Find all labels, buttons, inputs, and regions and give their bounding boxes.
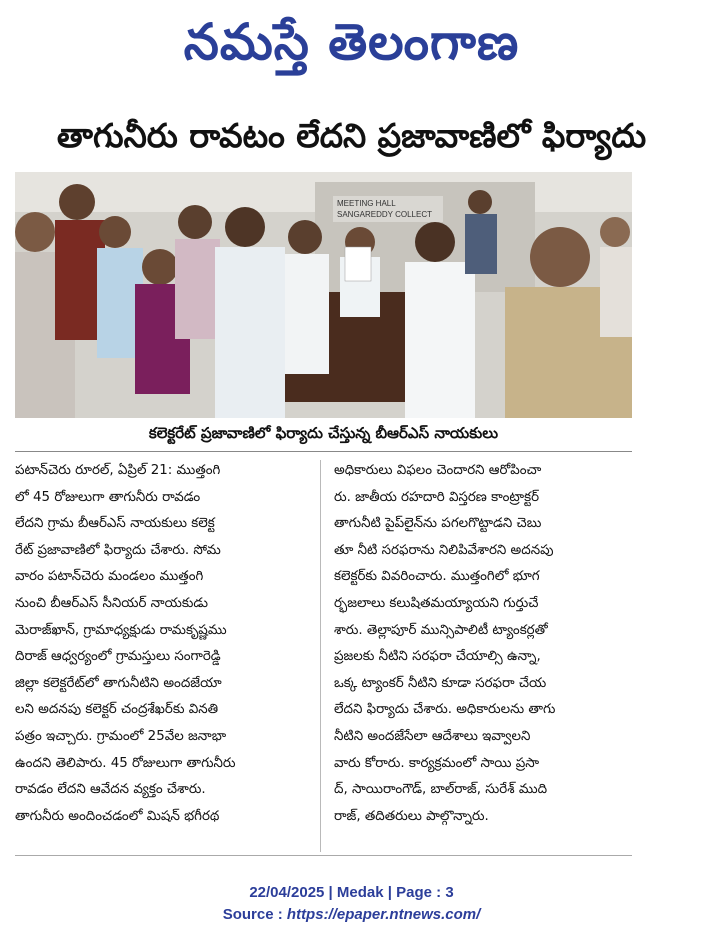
column-line: పటాన్‌చెరు రూరల్, ఏప్రిల్ 21: ముత్తంగి [15,463,221,478]
column-line: వారం పటాన్‌చెరు మండలం ముత్తంగి [15,569,204,585]
column-line: రాజ్, తదితరులు పాల్గొన్నారు. [334,808,489,824]
column-line: తూ నీటి సరఫరాను నిలిపివేశారని అదనపు [334,542,554,558]
caption-divider [15,451,632,452]
column-line: రావడం లేదని ఆవేదన వ్యక్తం చేశారు. [15,782,206,798]
column-line: ద్, సాయిరాంగౌడ్, బాల్‌రాజ్, సురేశ్ ముది [334,782,548,798]
photo-sign-text: MEETING HALL [337,199,396,208]
column-line: రు. జాతీయ రహదారి విస్తరణ కాంట్రాక్టర్ [334,489,540,505]
column-line: శారు. తెల్లాపూర్ మున్సిపాలిటీ ట్యాంకర్లతో [334,622,548,638]
column-line: దిరాజ్ ఆధ్వర్యంలో గ్రామస్తులు సంగారెడ్డి [15,649,221,665]
footer-source-link[interactable]: https://epaper.ntnews.com/ [286,906,481,923]
column-line: అధికారులు విఫలం చెందారని ఆరోపించా [334,463,542,478]
column-line: తాగునీటి పైప్‌లైన్‌ను పగలగొట్టాడని చెబు [334,516,542,532]
photo-caption: కలెక్టరేట్ ప్రజావాణిలో ఫిర్యాదు చేస్తున్న బీఆర్ఎస్ నాయకులు [148,424,499,442]
article-column-left [15,458,315,830]
column-line: లని అదనపు కలెక్టర్ చంద్రశేఖర్‌కు వినతి [15,702,219,718]
column-line: ఉందని తెలిపారు. 45 రోజులుగా తాగునీరు [15,755,236,771]
column-line: లేదని ఫిర్యాదు చేశారు. అధికారులను తాగు [334,702,556,718]
column-line: వారు కోరారు. కార్యక్రమంలో సాయి ప్రసా [334,755,540,771]
article-bottom-rule [15,855,632,856]
footer-source-label: Source : [222,906,287,923]
column-divider [320,460,321,852]
column-line: కలెక్టర్‌కు వివరించారు. ముత్తంగిలో భూగ [334,569,540,585]
column-line: లో 45 రోజులుగా తాగునీరు రావడం [15,489,201,505]
footer-date-edition: 22/04/2025 | Medak | Page : 3 [249,884,454,901]
column-line: జిల్లా కలెక్టరేట్‌లో తాగునీటిని అందజేయా [15,675,222,691]
column-line: ప్రజలకు నీటిని సరఫరా చేయాల్సి ఉన్నా, [334,649,541,665]
column-line: నీటిని అందజేసేలా ఆదేశాలు ఇవ్వాలని [334,728,531,744]
newspaper-masthead [0,6,703,78]
svg-text:SANGAREDDY COLLECT: SANGAREDDY COLLECT [337,210,432,219]
column-line: ఒక్క ట్యాంకర్ నీటిని కూడా సరఫరా చేయ [334,675,547,691]
column-line: తాగునీరు అందించడంలో మిషన్ భగీరథ [15,808,220,824]
footer-source [0,906,703,923]
column-line: నుంచి బీఆర్ఎస్ సీనియర్ నాయకుడు [15,595,208,611]
article-headline: తాగునీరు రావటం లేదని ప్రజావాణిలో ఫిర్యాదు [56,116,647,155]
column-line: మెరాజ్‌ఖాన్, గ్రామాధ్యక్షుడు రామకృష్ణము [15,622,227,638]
photo-illustration [15,172,632,418]
column-line: పత్రం ఇచ్చారు. గ్రామంలో 25వేల జనాభా [15,728,227,744]
masthead-title: నమస్తే తెలంగాణ [183,13,520,71]
column-line: ర్భజలాలు కలుషితమయ్యాయని గుర్తుచే [334,595,539,611]
column-line: రేట్ ప్రజావాణిలో ఫిర్యాదు చేశారు. సోమ [15,542,221,558]
article-column-right [334,458,634,830]
news-photo [15,172,632,418]
column-line: లేదని గ్రామ బీఆర్ఎస్ నాయకులు కలెక్ట [15,516,215,532]
